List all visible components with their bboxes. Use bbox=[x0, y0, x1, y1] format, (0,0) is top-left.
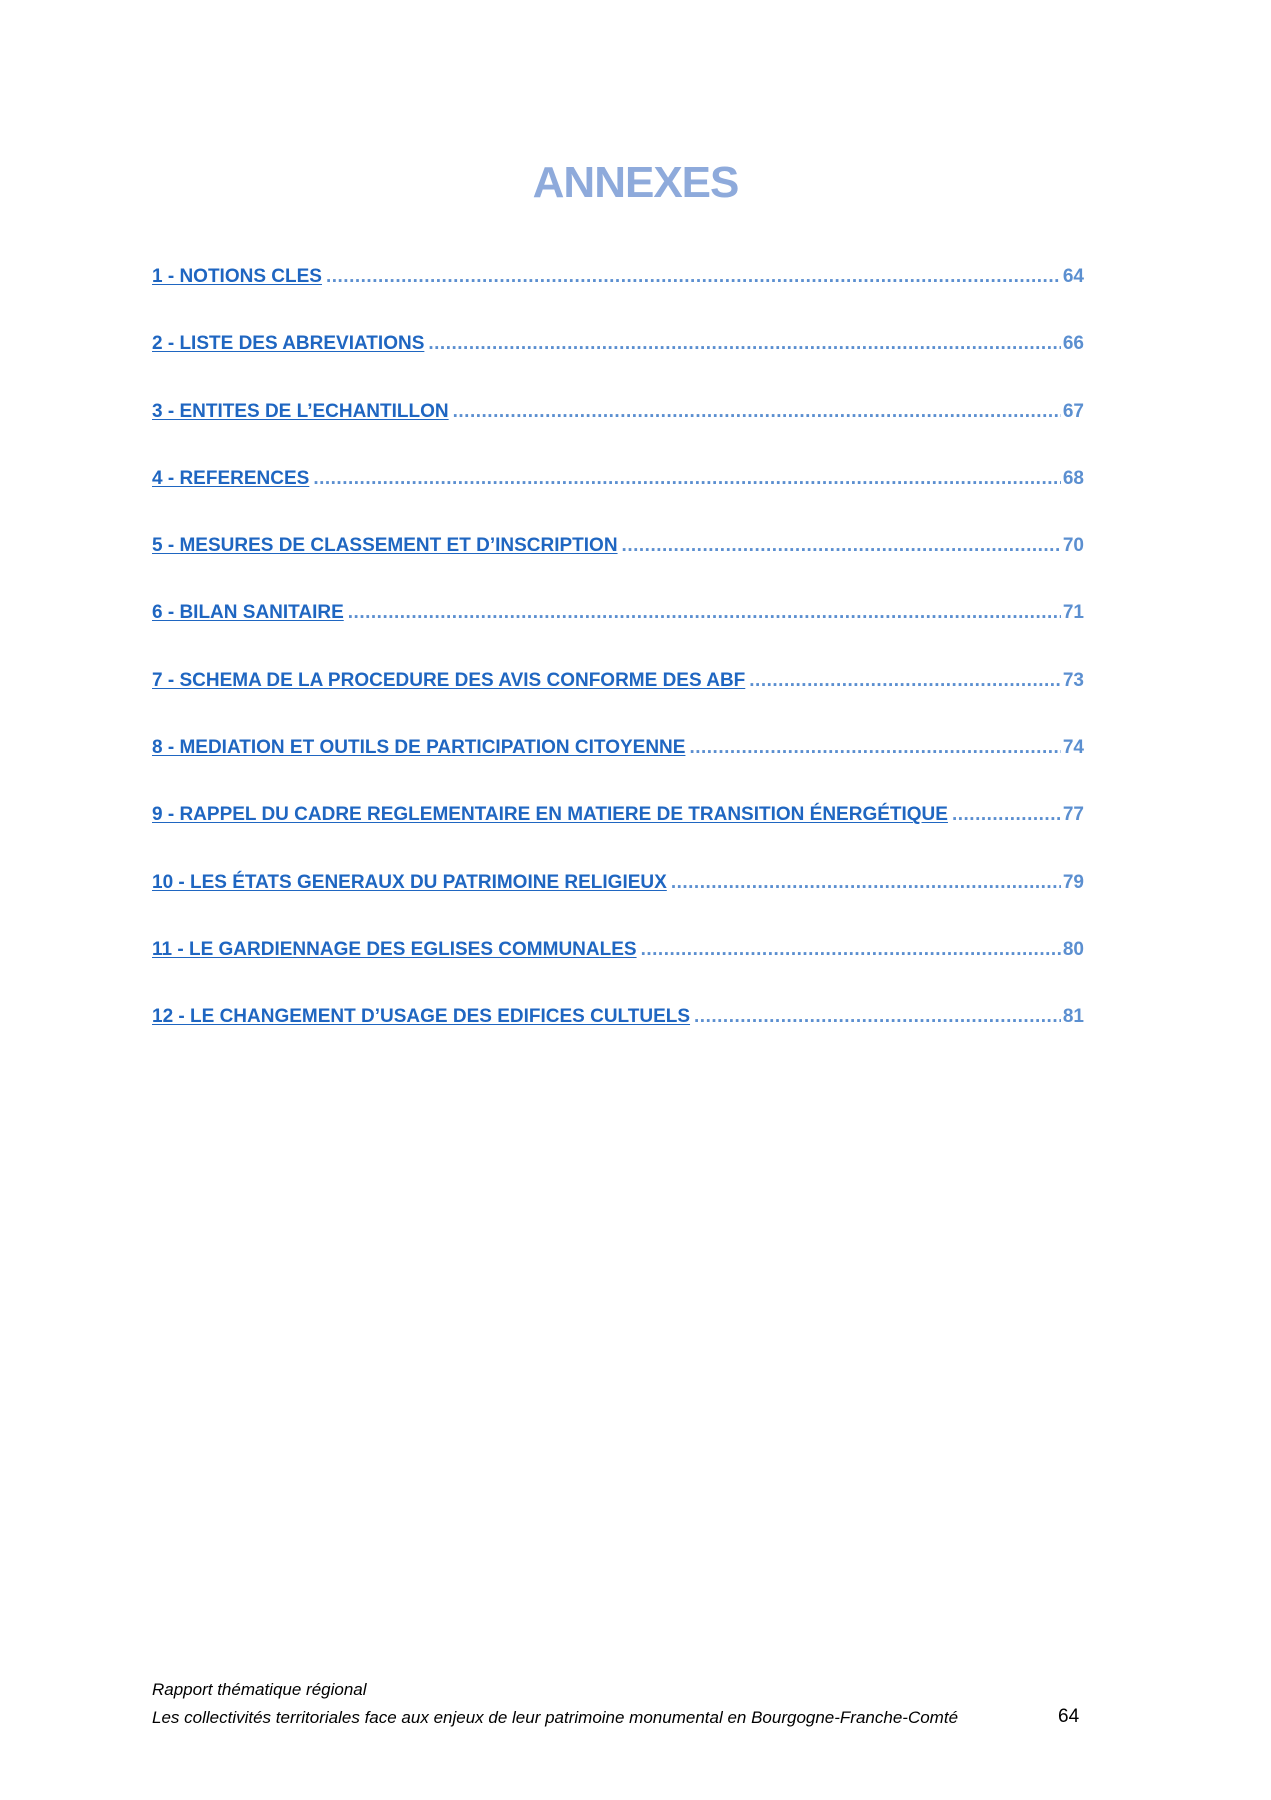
toc-entry-2 bbox=[152, 333, 1084, 400]
toc-leader bbox=[348, 602, 1061, 624]
toc-entry-8 bbox=[152, 737, 1084, 804]
toc-entry-5 bbox=[152, 535, 1084, 602]
toc-link-5[interactable]: 5 - MESURES DE CLASSEMENT ET D’INSCRIPTION bbox=[152, 535, 618, 557]
toc-page-number: 71 bbox=[1062, 602, 1084, 624]
toc-entry-10 bbox=[152, 872, 1084, 939]
footer-report-type: Rapport thématique régional bbox=[152, 1680, 367, 1699]
toc-link-9[interactable]: 9 - RAPPEL DU CADRE REGLEMENTAIRE EN MATIERE DE TRANSITION ÉNERGÉTIQUE bbox=[152, 804, 948, 826]
toc-entry-12 bbox=[152, 1006, 1084, 1073]
toc-leader bbox=[453, 401, 1061, 423]
toc-page-number: 77 bbox=[1062, 804, 1084, 826]
toc-link-2[interactable]: 2 - LISTE DES ABREVIATIONS bbox=[152, 333, 425, 355]
toc-page-number: 81 bbox=[1062, 1006, 1084, 1028]
toc-page-number: 73 bbox=[1062, 669, 1084, 691]
toc-link-6[interactable]: 6 - BILAN SANITAIRE bbox=[152, 602, 344, 624]
toc-leader bbox=[326, 266, 1061, 288]
toc-link-4[interactable]: 4 - REFERENCES bbox=[152, 467, 310, 489]
toc-leader bbox=[749, 670, 1061, 692]
toc-entry-4 bbox=[152, 468, 1084, 535]
toc-page-number: 66 bbox=[1062, 333, 1084, 355]
page-title: ANNEXES bbox=[532, 158, 739, 207]
toc-page-number: 80 bbox=[1062, 938, 1084, 960]
toc-link-1[interactable]: 1 - NOTIONS CLES bbox=[152, 266, 322, 287]
toc-page-number: 64 bbox=[1062, 266, 1084, 287]
toc-leader bbox=[694, 1006, 1061, 1028]
toc-link-12[interactable]: 12 - LE CHANGEMENT D’USAGE DES EDIFICES CULTUELS bbox=[152, 1006, 691, 1028]
toc-page-number: 74 bbox=[1062, 737, 1084, 759]
toc-link-8[interactable]: 8 - MEDIATION ET OUTILS DE PARTICIPATION CITOYENNE bbox=[152, 737, 686, 759]
table-of-contents bbox=[152, 266, 1084, 1074]
toc-leader bbox=[689, 737, 1060, 759]
toc-leader bbox=[428, 333, 1060, 355]
toc-page-number: 70 bbox=[1062, 535, 1084, 557]
toc-link-11[interactable]: 11 - LE GARDIENNAGE DES EGLISES COMMUNALES bbox=[152, 938, 637, 960]
toc-entry-1 bbox=[152, 266, 1084, 333]
toc-link-10[interactable]: 10 - LES ÉTATS GENERAUX DU PATRIMOINE RELIGIEUX bbox=[152, 871, 667, 893]
toc-page-number: 67 bbox=[1062, 400, 1084, 422]
toc-leader bbox=[952, 804, 1061, 826]
footer-page-number: 64 bbox=[1058, 1706, 1080, 1727]
toc-link-3[interactable]: 3 - ENTITES DE L’ECHANTILLON bbox=[152, 400, 449, 422]
toc-entry-7 bbox=[152, 670, 1084, 737]
toc-entry-9 bbox=[152, 804, 1084, 871]
toc-link-7[interactable]: 7 - SCHEMA DE LA PROCEDURE DES AVIS CONFORME DES ABF bbox=[152, 669, 746, 691]
footer-report-title: Les collectivités territoriales face aux enjeux de leur patrimoine monumental en Bourgogne-Franche-Comté bbox=[152, 1708, 959, 1727]
toc-leader bbox=[671, 872, 1061, 894]
toc-entry-6 bbox=[152, 602, 1084, 669]
toc-leader bbox=[641, 939, 1061, 961]
toc-page-number: 79 bbox=[1062, 871, 1084, 893]
toc-entry-11 bbox=[152, 939, 1084, 1006]
toc-entry-3 bbox=[152, 401, 1084, 468]
toc-leader bbox=[622, 535, 1061, 557]
toc-page-number: 68 bbox=[1062, 467, 1084, 489]
toc-leader bbox=[313, 468, 1061, 490]
